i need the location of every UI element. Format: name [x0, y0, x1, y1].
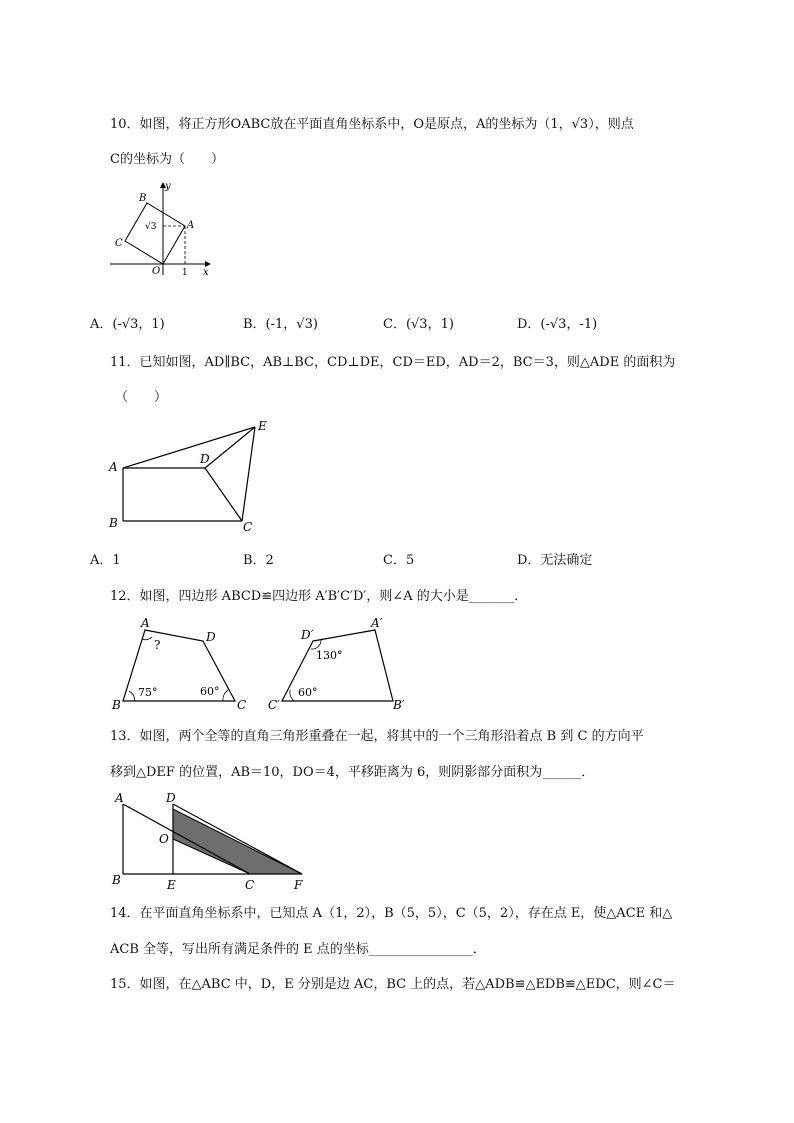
q10-option-d[interactable]: D．(-√3，-1)	[517, 317, 598, 332]
q11-figure	[105, 418, 280, 536]
q11-line1: 11．已知如图，AD∥BC，AB⊥BC，CD⊥DE，CD＝ED，AD＝2，BC＝3，则△ADE 的面积为	[110, 355, 676, 370]
q10-label-1: 1	[182, 268, 188, 278]
q12-label-A: A	[141, 616, 150, 630]
q13-label-C: C	[245, 878, 255, 892]
q11-label-D: D	[200, 452, 210, 466]
q13-label-O: O	[159, 832, 169, 846]
q10-figure	[105, 178, 220, 278]
q11-option-b[interactable]: B．2	[243, 553, 274, 568]
q12-figure	[105, 613, 415, 713]
q12-question-mark: ?	[154, 638, 161, 652]
q10-line1: 10．如图，将正方形OABC放在平面直角坐标系中，O是原点，A的坐标为（1，√3），则点	[110, 117, 634, 132]
q10-label-x: x	[203, 267, 209, 278]
q12-label-C2: C′	[268, 698, 280, 712]
q13-label-D: D	[166, 791, 176, 805]
q12-label-A2: A′	[371, 616, 383, 630]
q13-label-A: A	[115, 791, 124, 805]
q12-label-D: D	[206, 630, 216, 644]
q10-option-b[interactable]: B．(-1，√3)	[243, 317, 318, 332]
q10-label-y: y	[165, 181, 171, 192]
q12-label-D2: D′	[301, 628, 314, 642]
q13-label-B: B	[112, 873, 121, 887]
q12-angle-C2: 60°	[298, 686, 318, 699]
q13-line2: 移到△DEF 的位置，AB＝10，DO＝4，平移距离为 6，则阴影部分面积为______．	[110, 765, 595, 780]
q11-option-c[interactable]: C．5	[383, 553, 415, 568]
q14-line1: 14．在平面直角坐标系中，已知点 A（1，2），B（5，5），C（5，2），存在点 E，使△ACE 和△	[110, 906, 673, 921]
q11-label-A: A	[109, 460, 118, 474]
q10-label-A: A	[187, 220, 195, 231]
q11-label-C: C	[243, 520, 253, 534]
q10-option-c[interactable]: C．(√3，1)	[383, 317, 454, 332]
q11-option-d[interactable]: D．无法确定	[517, 553, 593, 568]
q13-figure	[105, 789, 315, 891]
q12-line1: 12．如图，四边形 ABCD≌四边形 A′B′C′D′，则∠A 的大小是_______．	[110, 589, 528, 604]
q10-option-a[interactable]: A．(-√3，1)	[90, 317, 165, 332]
q12-label-C: C	[237, 698, 247, 712]
q11-line2: （ ）	[115, 390, 168, 405]
q14-line2: ACB 全等，写出所有满足条件的 E 点的坐标________________．	[110, 942, 486, 957]
q12-angle-B: 75°	[138, 686, 158, 699]
q15-line1: 15．如图，在△ABC 中，D，E 分别是边 AC，BC 上的点，若△ADB≌△EDB≌△EDC，则∠C＝	[110, 977, 676, 992]
q11-option-a[interactable]: A．1	[90, 553, 121, 568]
q11-label-B: B	[109, 516, 118, 530]
q12-angle-D2: 130°	[316, 649, 343, 662]
q13-line1: 13．如图，两个全等的直角三角形重叠在一起，将其中的一个三角形沿着点 B 到 C 的方向平	[110, 729, 644, 744]
q10-label-sqrt3: √3	[145, 222, 157, 232]
q10-label-O: O	[152, 266, 161, 277]
q10-label-C: C	[115, 238, 123, 249]
q13-label-E: E	[167, 878, 176, 892]
q10-label-B: B	[139, 193, 147, 204]
q12-label-B2: B′	[393, 698, 405, 712]
q12-label-B: B	[112, 698, 121, 712]
q12-angle-C: 60°	[200, 685, 220, 698]
q13-label-F: F	[294, 878, 303, 892]
q10-line2: C的坐标为（ ）	[110, 152, 224, 167]
q11-label-E: E	[258, 419, 267, 433]
